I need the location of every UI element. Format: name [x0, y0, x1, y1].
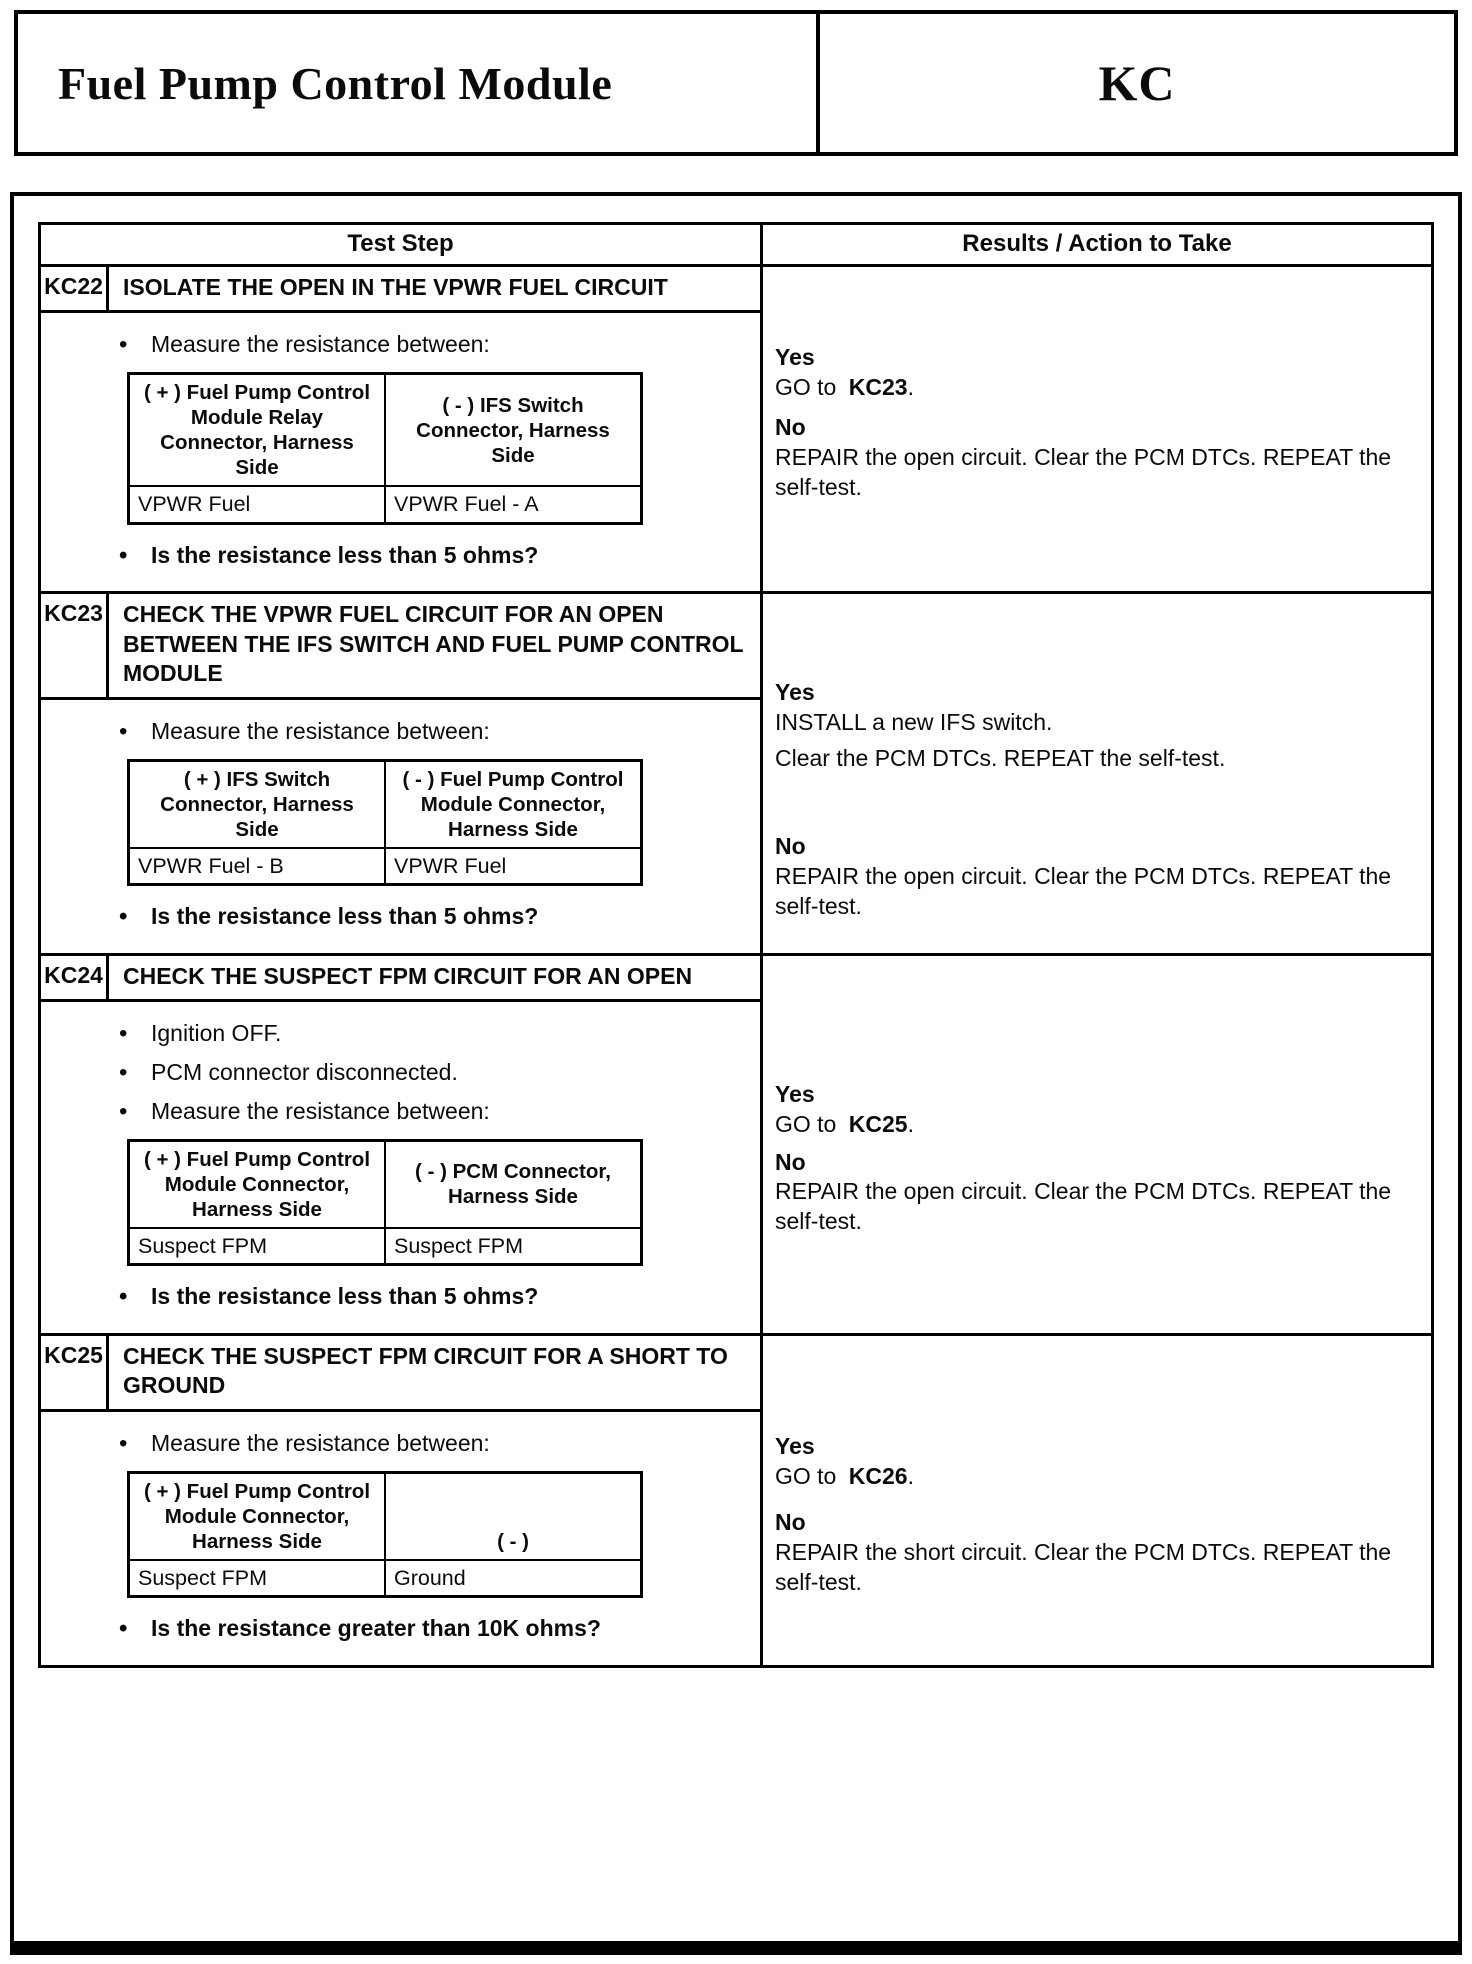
test-step-cell: [41, 1336, 763, 1665]
result-yes-label: Yes: [775, 1080, 815, 1107]
result-yes-punct: .: [907, 1110, 914, 1137]
result-yes-action: [775, 373, 1401, 403]
step-results-cell: [763, 1336, 1431, 1665]
measurement-table: [127, 372, 643, 524]
result-yes-text: GO to: [775, 1462, 843, 1489]
pinpoint-test-table: [38, 222, 1434, 1668]
instruction-text: Measure the resistance between:: [151, 1097, 490, 1124]
step-title: CHECK THE SUSPECT FPM CIRCUIT FOR A SHORT TO GROUND: [123, 1342, 728, 1399]
question-text: Is the resistance less than 5 ohms?: [151, 541, 539, 568]
instruction-text: Measure the resistance between:: [151, 1429, 490, 1456]
result-no-action: REPAIR the open circuit. Clear the PCM DTCs. REPEAT the self-test.: [775, 1178, 1392, 1235]
instruction-text: PCM connector disconnected.: [151, 1059, 458, 1086]
step-results-cell: [763, 956, 1431, 1333]
step-question: [53, 1614, 750, 1644]
result-yes-action-2: Clear the PCM DTCs. REPEAT the self-test.: [775, 745, 1226, 772]
measurement-negative-pin: Suspect FPM: [385, 1228, 642, 1265]
instruction-bullet: [53, 717, 750, 747]
question-text: Is the resistance less than 5 ohms?: [151, 902, 539, 929]
column-header-test-step: Test Step: [41, 225, 763, 264]
result-goto-code: KC25: [848, 1110, 908, 1137]
step-question: [53, 1282, 750, 1312]
measurement-negative-pin: Ground: [385, 1560, 642, 1597]
result-yes-action: INSTALL a new IFS switch.: [775, 709, 1053, 736]
measurement-positive-pin: VPWR Fuel - B: [129, 848, 386, 885]
step-header: [41, 956, 760, 1002]
measurement-negative-pin: VPWR Fuel: [385, 848, 642, 885]
test-step-cell: [41, 956, 763, 1333]
step-question: [53, 902, 750, 932]
result-yes-text: GO to: [775, 373, 843, 400]
result-yes-action: [775, 1462, 1401, 1492]
measurement-positive-pin: Suspect FPM: [129, 1228, 386, 1265]
measurement-negative-header: ( - ): [385, 1472, 642, 1560]
instruction-bullet: [53, 1019, 750, 1049]
step-instructions: [41, 700, 760, 953]
measurement-negative-header: ( - ) IFS Switch Connector, Harness Side: [385, 374, 642, 487]
step-instructions: [41, 1002, 760, 1333]
measurement-table: [127, 1471, 643, 1598]
measurement-negative-header: ( - ) Fuel Pump Control Module Connector, Harness Side: [385, 760, 642, 848]
result-no-label: No: [775, 1148, 806, 1175]
test-step-row-kc22: [41, 264, 1431, 591]
result-yes-label: Yes: [775, 1432, 815, 1459]
main-content-box: [10, 192, 1462, 1955]
step-question: [53, 541, 750, 571]
measurement-positive-header: ( + ) Fuel Pump Control Module Connector, Harness Side: [129, 1140, 386, 1228]
result-yes-punct: .: [907, 373, 914, 400]
result-goto-code: KC23: [848, 373, 908, 400]
step-header: [41, 1336, 760, 1412]
result-yes-label: Yes: [775, 679, 815, 706]
section-code: KC: [816, 14, 1454, 152]
instruction-bullet: [53, 330, 750, 360]
result-yes-punct: .: [907, 1462, 914, 1489]
step-title: CHECK THE SUSPECT FPM CIRCUIT FOR AN OPEN: [123, 962, 693, 989]
step-title: ISOLATE THE OPEN IN THE VPWR FUEL CIRCUIT: [123, 274, 668, 300]
result-goto-code: KC26: [848, 1462, 908, 1489]
result-yes-action: [775, 1110, 1401, 1140]
step-id: KC22: [41, 267, 109, 310]
instruction-text: Measure the resistance between:: [151, 331, 490, 358]
measurement-table: [127, 1139, 643, 1266]
result-no-action: REPAIR the open circuit. Clear the PCM DTCs. REPEAT the self-test.: [775, 863, 1392, 919]
step-instructions: [41, 313, 760, 591]
instruction-bullet: [53, 1097, 750, 1127]
step-id: KC23: [41, 594, 109, 696]
result-yes-label: Yes: [775, 344, 815, 370]
test-step-row-kc25: [41, 1333, 1431, 1665]
step-id: KC24: [41, 956, 109, 999]
step-results-cell: [763, 267, 1431, 591]
result-no-action: REPAIR the short circuit. Clear the PCM DTCs. REPEAT the self-test.: [775, 1538, 1392, 1595]
measurement-positive-header: ( + ) Fuel Pump Control Module Relay Connector, Harness Side: [129, 374, 386, 487]
measurement-table: [127, 759, 643, 886]
column-header-results: Results / Action to Take: [962, 230, 1232, 257]
step-instructions: [41, 1412, 760, 1665]
step-title: CHECK THE VPWR FUEL CIRCUIT FOR AN OPEN BETWEEN THE IFS SWITCH AND FUEL PUMP CONTROL MODULE: [123, 601, 744, 687]
instruction-bullet: [53, 1058, 750, 1088]
measurement-positive-pin: VPWR Fuel: [129, 486, 386, 523]
result-yes-text: GO to: [775, 1110, 843, 1137]
step-id: KC25: [41, 1336, 109, 1409]
measurement-positive-pin: Suspect FPM: [129, 1560, 386, 1597]
test-step-row-kc24: [41, 953, 1431, 1333]
question-text: Is the resistance less than 5 ohms?: [151, 1283, 539, 1310]
step-header: [41, 267, 760, 313]
step-results-cell: [763, 594, 1431, 952]
result-no-label: No: [775, 833, 806, 860]
page-title: Fuel Pump Control Module: [58, 57, 613, 109]
question-text: Is the resistance greater than 10K ohms?: [151, 1614, 601, 1641]
measurement-positive-header: ( + ) IFS Switch Connector, Harness Side: [129, 760, 386, 848]
instruction-bullet: [53, 1429, 750, 1459]
test-step-cell: [41, 594, 763, 952]
measurement-negative-header: ( - ) PCM Connector, Harness Side: [385, 1140, 642, 1228]
document-header: [14, 10, 1458, 156]
instruction-text: Ignition OFF.: [151, 1020, 282, 1047]
result-no-action: REPAIR the open circuit. Clear the PCM DTCs. REPEAT the self-test.: [775, 443, 1392, 500]
measurement-positive-header: ( + ) Fuel Pump Control Module Connector, Harness Side: [129, 1472, 386, 1560]
result-no-label: No: [775, 1508, 806, 1535]
measurement-negative-pin: VPWR Fuel - A: [385, 486, 642, 523]
table-header-row: [41, 225, 1431, 264]
instruction-text: Measure the resistance between:: [151, 717, 490, 744]
test-step-cell: [41, 267, 763, 591]
test-step-row-kc23: [41, 591, 1431, 952]
step-header: [41, 594, 760, 699]
result-no-label: No: [775, 413, 806, 440]
